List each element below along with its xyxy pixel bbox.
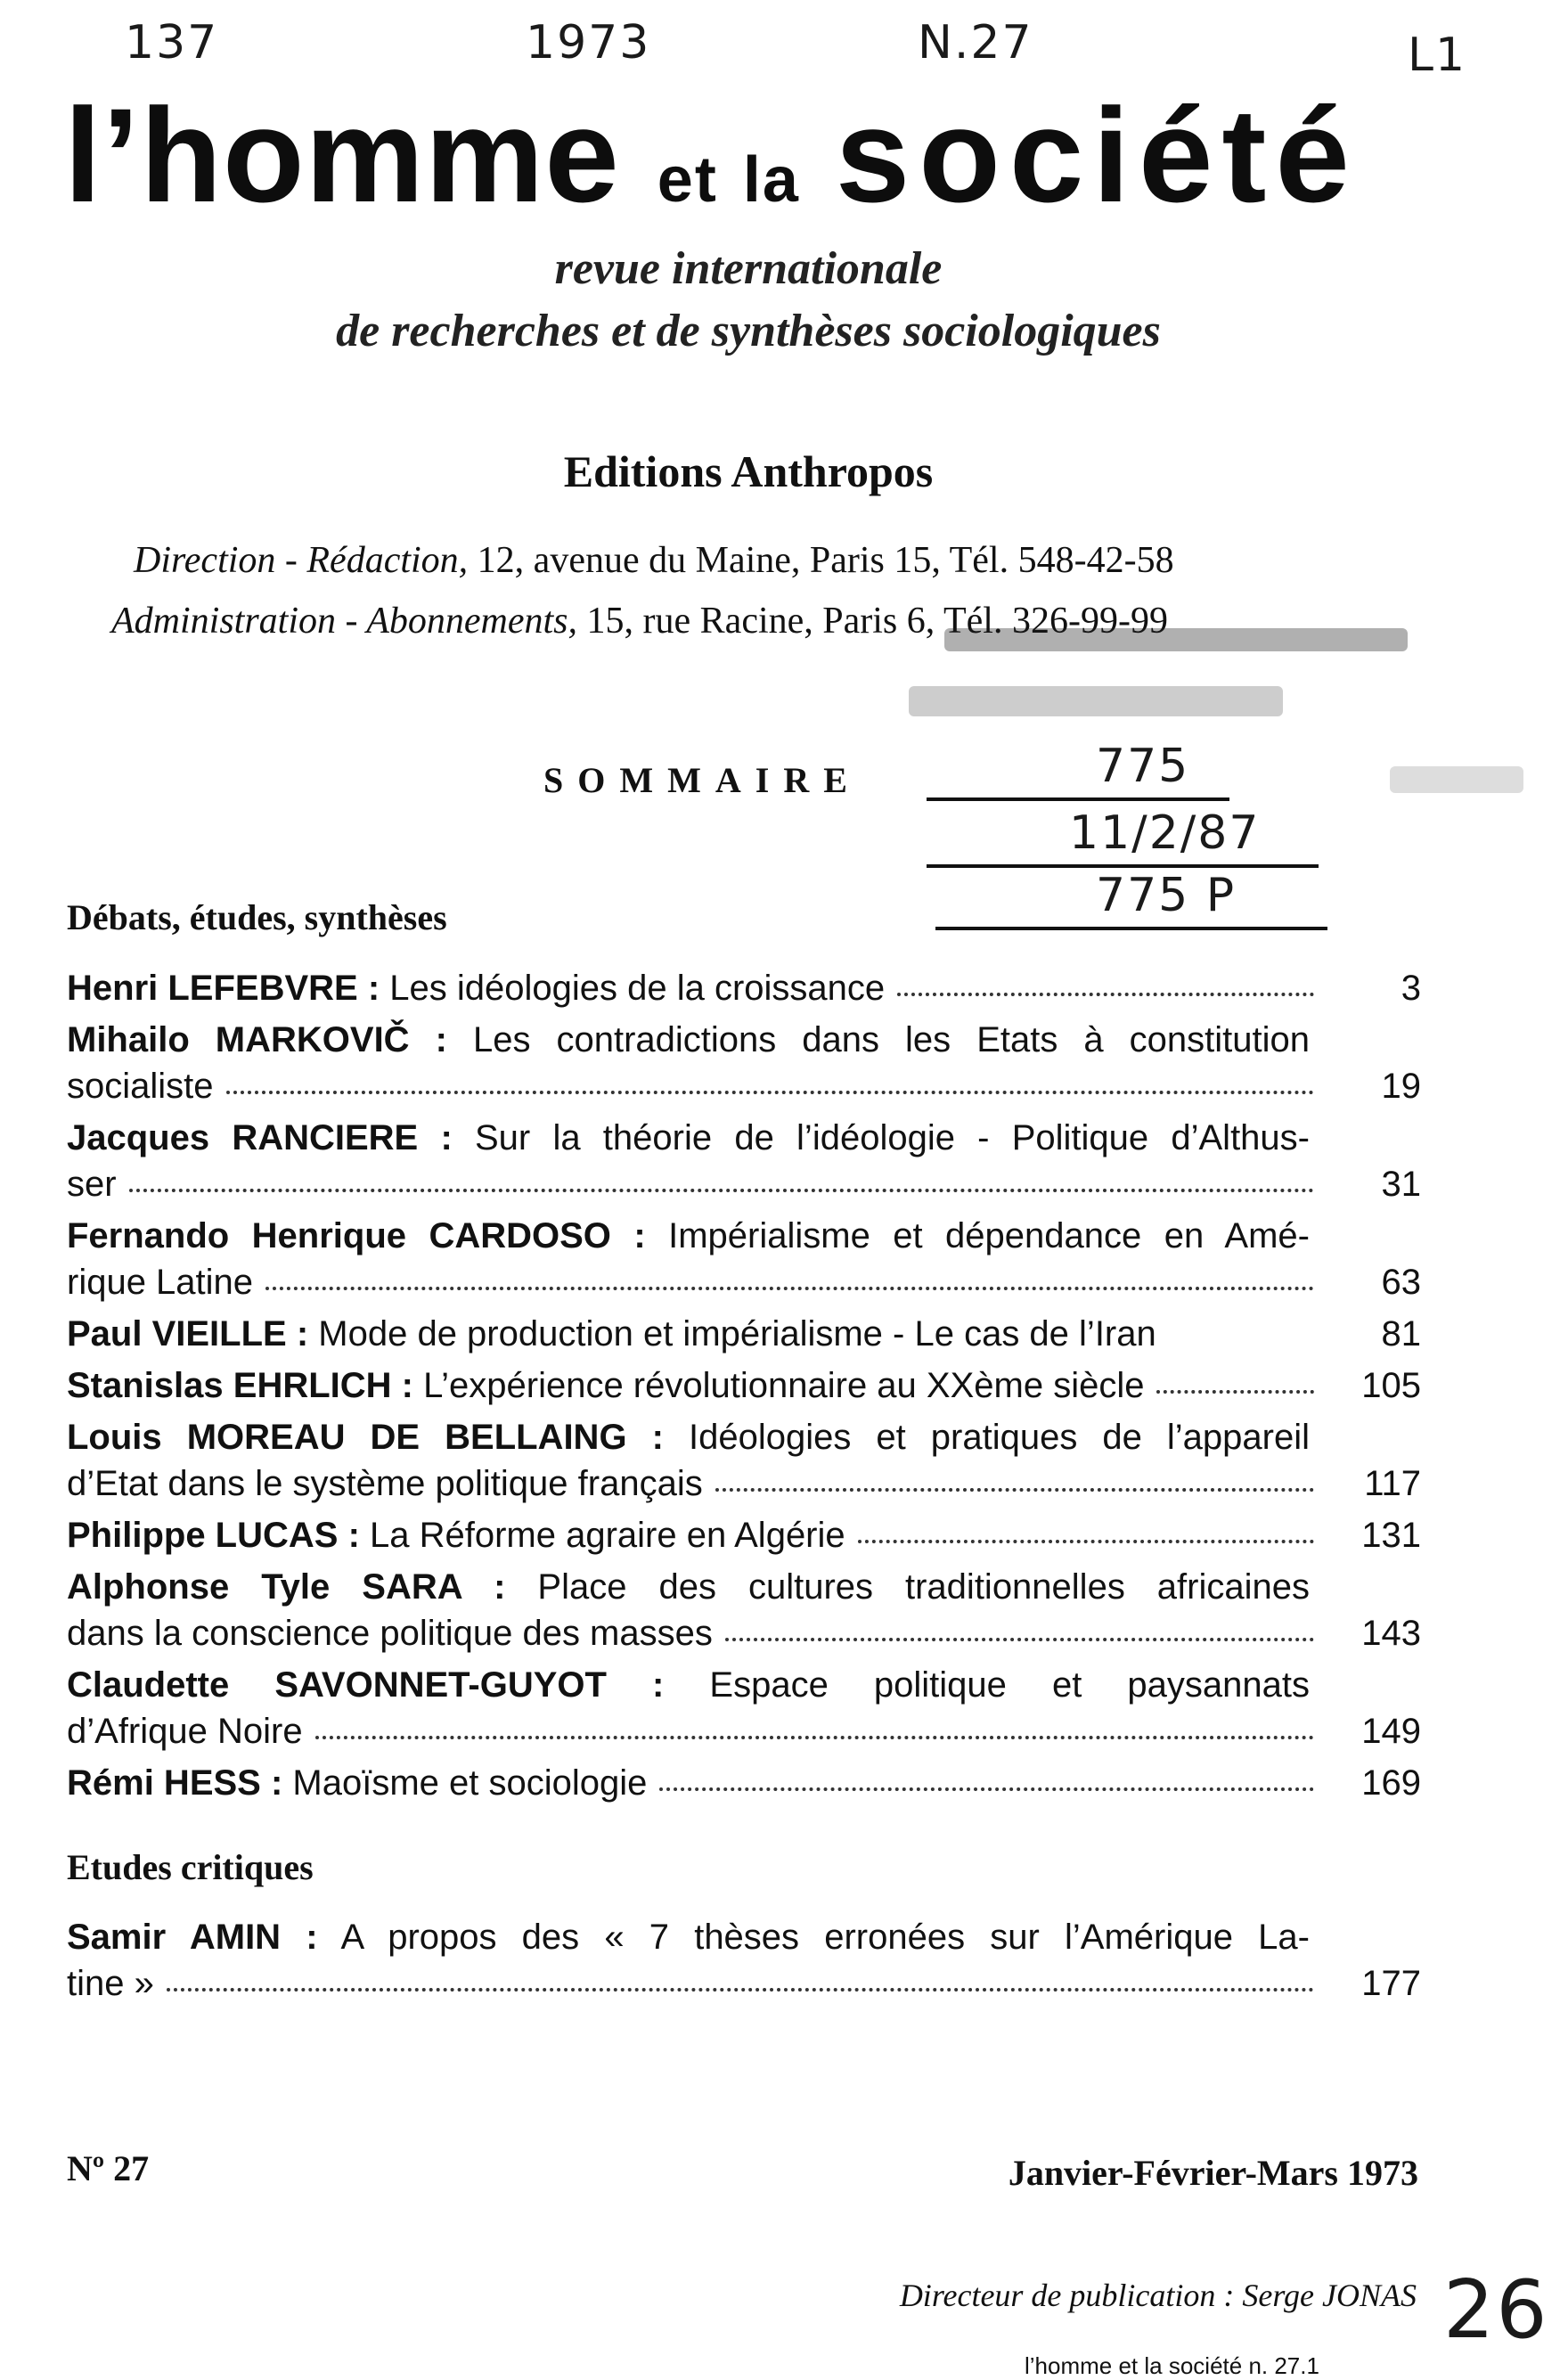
address-direction-text: 12, avenue du Maine, Paris 15, Tél. 548-42-58 — [468, 540, 1174, 581]
sommaire-heading: SOMMAIRE — [543, 760, 862, 800]
toc-title: Les contradictions dans les Etats à constitution — [446, 1020, 1310, 1059]
toc-leader-dots — [725, 1638, 1314, 1641]
address-administration-text: 15, rue Racine, Paris 6, Tél. 326-99-99 — [577, 601, 1168, 642]
toc-title: Impérialisme et dépendance en Amé- — [645, 1216, 1310, 1255]
title-word-et: et — [657, 144, 718, 216]
title-word-societe: société — [835, 80, 1359, 230]
toc-title: La Réforme agraire en Algérie — [359, 1516, 845, 1555]
toc-title-continued: socialiste — [67, 1067, 214, 1106]
toc-entry — [67, 1014, 1421, 1107]
section-heading-etudes-critiques: Etudes critiques — [67, 1847, 314, 1887]
toc-author: Samir AMIN : — [67, 1918, 318, 1957]
toc-page-number: 117 — [1364, 1464, 1421, 1503]
toc-author: Mihailo MARKOVIČ : — [67, 1020, 447, 1059]
toc-title: L’expérience révolutionnaire au XXème siècle — [412, 1366, 1145, 1405]
handwritten-rule — [927, 797, 1229, 801]
toc-title: Idéologies et pratiques de l’appareil — [663, 1418, 1310, 1457]
toc-page-number: 177 — [1361, 1964, 1421, 2003]
toc-author: Rémi HESS : — [67, 1763, 283, 1803]
toc-author: Paul VIEILLE : — [67, 1314, 309, 1354]
toc-page-number: 81 — [1381, 1314, 1421, 1354]
toc-page-number: 149 — [1361, 1712, 1421, 1751]
toc-entry — [67, 1112, 1421, 1205]
handwritten-note-number: N.27 — [918, 16, 1033, 70]
toc-author: Stanislas EHRLICH : — [67, 1366, 413, 1405]
toc-author: Philippe LUCAS : — [67, 1516, 360, 1555]
handwritten-note-775p: 775 P — [1096, 869, 1237, 922]
toc-title: Mode de production et impérialisme - Le cas de l’Iran — [308, 1314, 1156, 1354]
handwritten-rule — [927, 864, 1319, 868]
issue-date: Janvier-Février-Mars 1973 — [1008, 2153, 1418, 2193]
toc-title: A propos des « 7 thèses erronées sur l’Amérique La- — [317, 1918, 1310, 1957]
toc-entry — [67, 1911, 1421, 2004]
stamp-smudge — [944, 628, 1408, 651]
toc-author: Louis MOREAU DE BELLAING : — [67, 1418, 664, 1457]
handwritten-note-year: 1973 — [526, 16, 651, 70]
journal-title — [64, 78, 1454, 233]
toc-leader-dots — [226, 1091, 1314, 1094]
toc-leader-dots — [659, 1787, 1314, 1791]
toc-page-number: 169 — [1361, 1763, 1421, 1803]
toc-page-number: 19 — [1381, 1067, 1421, 1106]
issue-number: Nº 27 — [67, 2148, 150, 2188]
toc-entry — [67, 1509, 1421, 1556]
toc-title-continued: dans la conscience politique des masses — [67, 1614, 713, 1653]
handwritten-note-l1: L1 — [1408, 29, 1467, 82]
publication-director: Directeur de publication : Serge JONAS — [899, 2278, 1417, 2313]
toc-title: Maoïsme et sociologie — [282, 1763, 648, 1803]
handwritten-rule — [935, 927, 1327, 930]
handwritten-note-date: 11/2/87 — [1069, 806, 1261, 860]
toc-entry — [67, 1757, 1421, 1803]
toc-leader-dots — [129, 1189, 1314, 1192]
toc-page-number: 105 — [1361, 1366, 1421, 1405]
toc-title: Place des cultures traditionnelles africaines — [505, 1567, 1310, 1607]
section-heading-debats: Débats, études, synthèses — [67, 897, 447, 937]
address-direction-label: Direction - Rédaction, — [134, 540, 469, 581]
toc-leader-dots — [715, 1488, 1314, 1492]
toc-title: Les idéologies de la croissance — [380, 969, 886, 1008]
toc-page-number: 143 — [1361, 1614, 1421, 1653]
subtitle-line-2: de recherches et de synthèses sociologiques — [336, 306, 1161, 356]
toc-page-number: 3 — [1401, 969, 1421, 1008]
stamp-smudge — [909, 686, 1283, 716]
toc-title-continued: ser — [67, 1165, 117, 1204]
toc-leader-dots — [265, 1287, 1314, 1290]
toc-leader-dots — [167, 1988, 1314, 1992]
toc-page-number: 31 — [1381, 1165, 1421, 1204]
subtitle-line-1: revue internationale — [554, 243, 943, 294]
toc-author: Claudette SAVONNET-GUYOT : — [67, 1665, 665, 1705]
toc-entry — [67, 1210, 1421, 1303]
address-direction — [134, 539, 1174, 582]
toc-author: Alphonse Tyle SARA : — [67, 1567, 506, 1607]
toc-entry — [67, 1308, 1421, 1354]
handwritten-note-775: 775 — [1096, 740, 1190, 793]
publisher-name: Editions Anthropos — [563, 446, 934, 496]
toc-title-continued: rique Latine — [67, 1263, 254, 1302]
toc-entry — [67, 1411, 1421, 1504]
toc-author: Jacques RANCIERE : — [67, 1118, 453, 1157]
stamp-smudge — [1390, 766, 1523, 793]
title-word-homme: l’homme — [64, 80, 620, 230]
toc-entry — [67, 1360, 1421, 1406]
handwritten-note-corner: 26 — [1443, 2263, 1549, 2357]
toc-entry — [67, 1659, 1421, 1752]
toc-title-continued: d’Afrique Noire — [67, 1712, 303, 1751]
toc-title-continued: tine » — [67, 1964, 154, 2003]
address-administration-label: Administration - Abonnements, — [111, 601, 578, 642]
toc-leader-dots — [858, 1540, 1314, 1543]
toc-author: Fernando Henrique CARDOSO : — [67, 1216, 646, 1255]
toc-page-number: 131 — [1361, 1516, 1421, 1555]
toc-leader-dots — [897, 993, 1314, 996]
toc-entry — [67, 1561, 1421, 1654]
handwritten-note-137: 137 — [125, 16, 219, 70]
toc-leader-dots — [315, 1736, 1314, 1739]
toc-title: Sur la théorie de l’idéologie - Politique d’Althus- — [452, 1118, 1310, 1157]
toc-entry — [67, 962, 1421, 1009]
archive-reference: l’homme et la société n. 27.1 — [1025, 2352, 1319, 2379]
toc-title: Espace politique et paysannats — [664, 1665, 1310, 1705]
toc-leader-dots — [1156, 1390, 1314, 1394]
title-word-la: la — [742, 144, 800, 216]
toc-page-number: 63 — [1381, 1263, 1421, 1302]
toc-author: Henri LEFEBVRE : — [67, 969, 380, 1008]
toc-title-continued: d’Etat dans le système politique français — [67, 1464, 703, 1503]
